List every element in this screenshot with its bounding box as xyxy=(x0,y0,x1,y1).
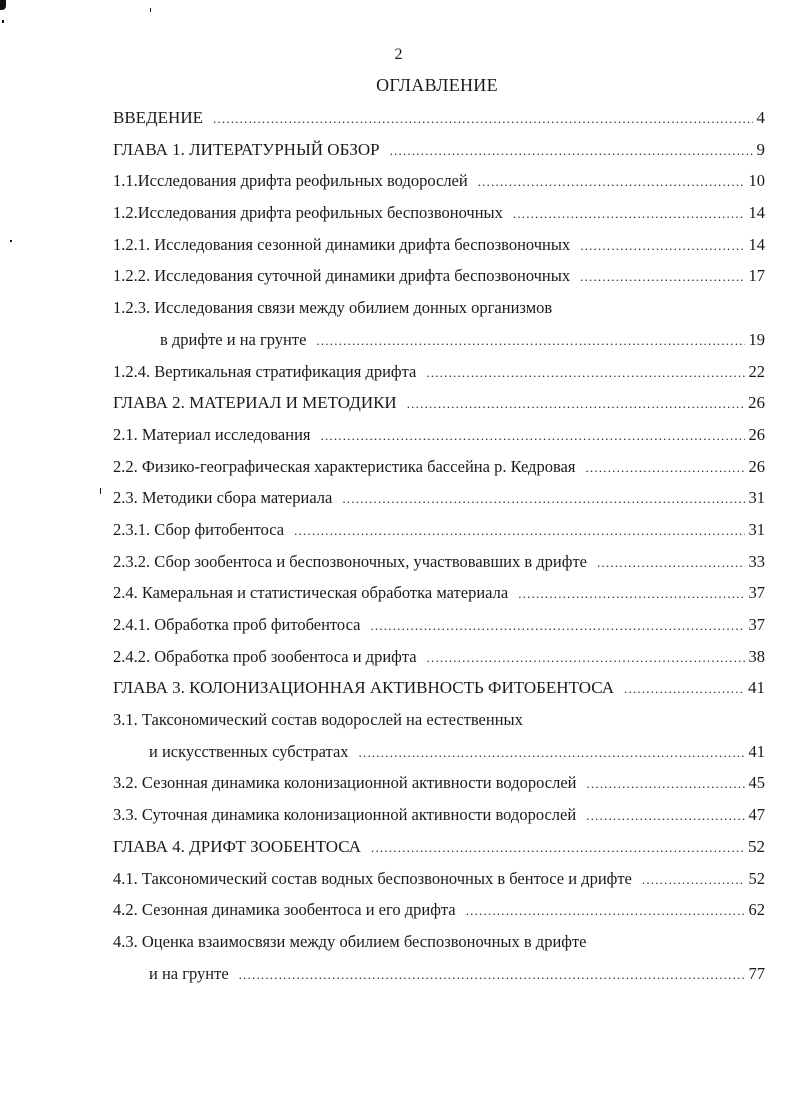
scan-artifact xyxy=(100,488,101,494)
toc-entry-label: в дрифте и на грунте xyxy=(160,329,307,349)
dot-leader xyxy=(321,420,745,452)
toc-entry-2-3[interactable] xyxy=(113,482,765,514)
toc-entry-page: 31 xyxy=(748,519,765,539)
toc-entry-page: 26 xyxy=(748,456,765,476)
dot-leader xyxy=(478,166,745,198)
toc-entry-chapter-3[interactable] xyxy=(113,672,765,704)
toc-entry-page: 14 xyxy=(748,203,765,223)
toc-entry-4-3[interactable] xyxy=(113,926,765,958)
toc-entry-label: 1.2.3. Исследования связи между обилием донных организмов xyxy=(113,298,553,318)
toc-entry-page: 38 xyxy=(748,646,765,666)
toc-entry-3-1-continued[interactable] xyxy=(113,736,765,768)
page-title: ОГЛАВЛЕНИЕ xyxy=(376,75,498,95)
toc-entry-2-2[interactable] xyxy=(113,451,765,483)
toc-entry-page: 14 xyxy=(748,234,765,254)
toc-entry-chapter-4[interactable] xyxy=(113,831,765,863)
toc-entry-label: 2.4. Камеральная и статистическая обработка материала xyxy=(113,583,509,603)
toc-entry-1-2-4[interactable] xyxy=(113,356,765,388)
toc-entry-2-3-1[interactable] xyxy=(113,514,765,546)
toc-entry-1-2-3-continued[interactable] xyxy=(113,324,765,356)
toc-entry-label: 2.1. Материал исследования xyxy=(113,424,311,444)
toc-entry-1-1[interactable] xyxy=(113,165,765,197)
toc-entry-page: 52 xyxy=(748,868,765,888)
toc-entry-page: 26 xyxy=(748,393,765,413)
dot-leader xyxy=(294,515,744,547)
toc-entry-1-2[interactable] xyxy=(113,197,765,229)
toc-entry-label: 2.4.1. Обработка проб фитобентоса xyxy=(113,615,361,634)
dot-leader xyxy=(624,673,744,705)
toc-entry-page: 10 xyxy=(748,171,765,191)
toc-entry-label: ГЛАВА 3. КОЛОНИЗАЦИОННАЯ АКТИВНОСТЬ ФИТОБЕНТОСА xyxy=(113,678,614,698)
toc-entry-page: 45 xyxy=(748,773,765,793)
toc-entry-label: 4.1. Таксономический состав водных беспозвоночных в бентосе и дрифте xyxy=(113,868,632,888)
dot-leader xyxy=(580,261,744,293)
toc-entry-2-3-2[interactable] xyxy=(113,546,765,578)
scan-artifact xyxy=(150,8,151,12)
toc-entry-label: 1.2.1. Исследования сезонной динамики дрифта беспозвоночных xyxy=(113,234,571,254)
toc-entry-label: 3.2. Сезонная динамика колонизационной активности водорослей xyxy=(113,773,577,793)
toc-entry-label: Исследования дрифта реофильных беспозвоночных xyxy=(137,203,503,223)
toc-entry-label: 2.3.1. Сбор фитобентоса xyxy=(113,519,285,539)
scan-artifact xyxy=(10,240,12,242)
toc-entry-page: 47 xyxy=(748,805,765,825)
toc-entry-label: ГЛАВА 1. ЛИТЕРАТУРНЫЙ ОБЗОР xyxy=(113,139,380,159)
toc-entry-page: 22 xyxy=(748,361,765,381)
dot-leader xyxy=(585,452,744,484)
toc-entry-chapter-1[interactable] xyxy=(113,134,765,166)
toc-entry-label: 1.2.2. Исследования суточной динамики дрифта беспозвоночных xyxy=(113,266,571,286)
scan-artifact xyxy=(0,0,6,10)
page-number: 2 xyxy=(394,46,403,63)
dot-leader xyxy=(316,325,744,357)
toc-entry-page: 37 xyxy=(748,583,765,603)
toc-entry-page: 37 xyxy=(748,615,765,634)
toc-entry-label: и на грунте xyxy=(149,963,229,983)
toc-entry-page: 41 xyxy=(748,678,765,698)
dot-leader xyxy=(586,768,744,800)
dot-leader xyxy=(407,388,744,420)
dot-leader xyxy=(213,103,753,135)
toc-entry-2-4[interactable] xyxy=(113,577,765,609)
dot-leader xyxy=(371,832,744,864)
dot-leader xyxy=(580,230,744,262)
dot-leader xyxy=(239,959,745,991)
dot-leader xyxy=(466,895,745,927)
toc-entry-4-3-continued[interactable] xyxy=(113,958,765,990)
dot-leader xyxy=(586,800,744,832)
toc-entry-label: и искусственных субстратах xyxy=(149,741,349,761)
toc-entry-label: 4.2. Сезонная динамика зообентоса и его дрифта xyxy=(113,900,456,920)
dot-leader xyxy=(370,610,744,642)
toc-entry-label: 3.1. Таксономический состав водорослей на естественных xyxy=(113,710,523,730)
toc-entry-label: 2.3.2. Сбор зообентоса и беспозвоночных, участвовавших в дрифте xyxy=(113,551,587,571)
toc-entry-label: 2.4.2. Обработка проб зообентоса и дрифта xyxy=(113,646,417,666)
toc-entry-label: 2.2. Физико-географическая характеристика бассейна р. Кедровая xyxy=(113,456,576,476)
dot-leader xyxy=(597,547,745,579)
toc-entry-label: ГЛАВА 2. МАТЕРИАЛ И МЕТОДИКИ xyxy=(113,393,397,413)
toc-entry-3-3[interactable] xyxy=(113,799,765,831)
toc-entry-4-2[interactable] xyxy=(113,894,765,926)
toc-entry-page: 41 xyxy=(748,741,765,761)
toc-entry-number: 1.1. xyxy=(113,171,138,191)
dot-leader xyxy=(426,357,744,389)
dot-leader xyxy=(390,135,753,167)
toc-entry-chapter-2[interactable] xyxy=(113,387,765,419)
scan-artifact xyxy=(2,20,4,23)
toc-entry-2-4-2[interactable] xyxy=(113,641,765,673)
dot-leader xyxy=(342,483,744,515)
toc-entry-label: ВВЕДЕНИЕ xyxy=(113,108,203,127)
toc-entry-label: Исследования дрифта реофильных водорослей xyxy=(137,171,468,191)
toc-entry-page: 19 xyxy=(748,329,765,349)
dot-leader xyxy=(359,737,745,769)
toc-entry-page: 31 xyxy=(748,488,765,508)
toc-entry-page: 77 xyxy=(748,963,765,983)
toc-entry-page: 52 xyxy=(748,836,765,856)
dot-leader xyxy=(513,198,745,230)
toc-entry-page: 62 xyxy=(748,900,765,920)
toc-entry-page: 26 xyxy=(748,424,765,444)
dot-leader xyxy=(642,864,745,896)
toc-entry-4-1[interactable] xyxy=(113,863,765,895)
dot-leader xyxy=(427,642,745,674)
toc-entry-page: 33 xyxy=(748,551,765,571)
toc-entry-page: 17 xyxy=(748,266,765,286)
toc-entry-3-1[interactable] xyxy=(113,704,765,736)
toc-entry-1-2-3[interactable] xyxy=(113,292,765,324)
toc-entry-2-4-1[interactable] xyxy=(113,609,765,641)
toc-entry-1-2-1[interactable] xyxy=(113,229,765,261)
toc-entry-label: 3.3. Суточная динамика колонизационной активности водорослей xyxy=(113,805,577,825)
toc-entry-label: ГЛАВА 4. ДРИФТ ЗООБЕНТОСА xyxy=(113,836,362,856)
toc-entry-1-2-2[interactable] xyxy=(113,260,765,292)
toc-entry-number: 1.2. xyxy=(113,203,138,223)
toc-entry-label: 2.3. Методики сбора материала xyxy=(113,488,333,508)
toc-entry-page: 9 xyxy=(756,139,765,159)
toc-entry-introduction[interactable] xyxy=(113,102,765,134)
toc-entry-page: 4 xyxy=(756,108,765,127)
table-of-contents xyxy=(113,102,765,989)
dot-leader xyxy=(518,578,744,610)
toc-entry-label: 1.2.4. Вертикальная стратификация дрифта xyxy=(113,361,417,381)
toc-entry-2-1[interactable] xyxy=(113,419,765,451)
toc-entry-3-2[interactable] xyxy=(113,767,765,799)
toc-entry-label: 4.3. Оценка взаимосвязи между обилием беспозвоночных в дрифте xyxy=(113,931,587,951)
